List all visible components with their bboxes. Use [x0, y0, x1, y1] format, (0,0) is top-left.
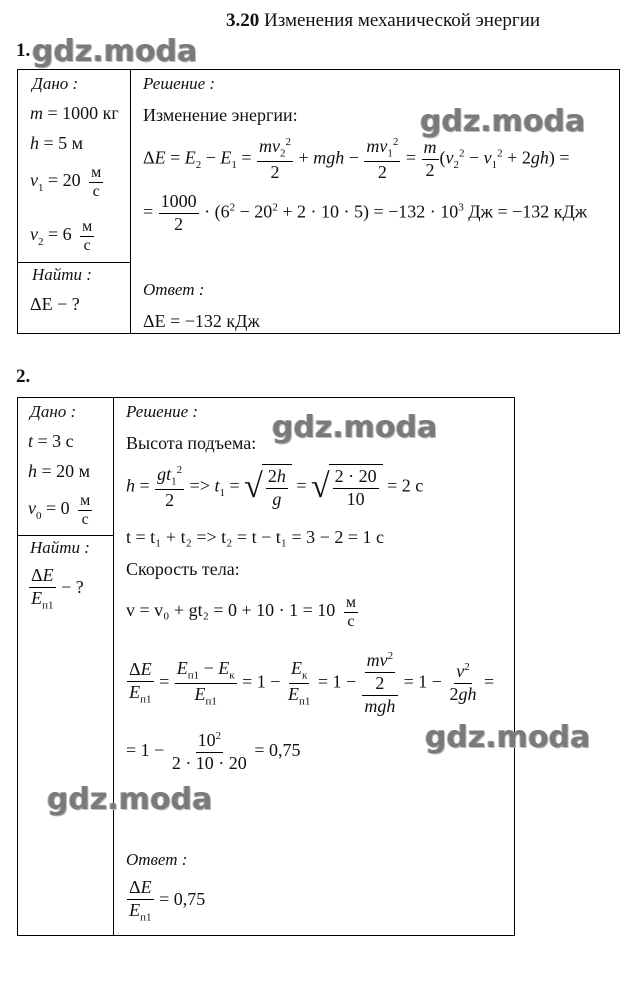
section-title: 3.20 Изменения механической энергии — [226, 10, 541, 31]
given-label: Дано : — [30, 402, 77, 421]
given-height: h = 5 м — [30, 133, 84, 153]
problem-1-given-cell — [18, 70, 131, 263]
given-time: t = 3 с — [28, 431, 74, 451]
answer-label: Ответ : — [143, 280, 205, 299]
solution-label: Решение : — [126, 402, 199, 421]
lift-title: Высота подъема: — [126, 433, 257, 453]
speed-title: Скорость тела: — [126, 559, 240, 579]
final-calc: = 1 − $\frac{10^2}{2 \cdot 10 \cdot 20}$ = 0,75 — [126, 730, 301, 773]
given-v0: $v_0 = 0$ м с — [28, 492, 91, 528]
answer-label: Ответ : — [126, 850, 188, 869]
solution-label: Решение : — [143, 74, 216, 93]
find-label: Найти : — [32, 265, 92, 284]
watermark-problem-2-top: gdz.moda — [272, 410, 438, 445]
watermark-problem-1: gdz.moda — [420, 104, 586, 139]
problem-2-answer: $\frac{\Delta E}{E_{п1}}$ = 0,75 — [129, 877, 206, 924]
given-height: h = 20 м — [28, 461, 91, 481]
energy-change-calc: = $\frac{1000}{2}$ · $(6^2 - 20^2 + 2 \cdot 10 \cdot 5) = -132 \cdot 10^3$ Дж = −132 кДж — [143, 191, 588, 234]
problem-2-find-cell — [18, 536, 114, 936]
watermark-problem-2-left: gdz.moda — [47, 782, 213, 817]
watermark-top-left: gdz.moda — [32, 34, 198, 69]
time-line: t = t₁ + t₂ => t₂ = t − t₁ = 3 − 2 = 1 с — [126, 527, 384, 547]
height-time-formula: h = $\frac{gt_1^2}{2}$ => $t_1$ = √ $\frac{2h}{g}$ = √ $\frac{2 \cdot 20}{10}$ = 2 с — [126, 464, 424, 510]
problem-2-find: $\frac{\Delta E}{E_{п1}}$ − ? — [31, 565, 84, 612]
problem-1-find: ΔE − ? — [30, 294, 80, 314]
given-mass: m = 1000 кг — [30, 103, 119, 123]
speed-formula: v = v₀ + gt₂ = 0 + 10 · 1 = 10 м с — [126, 594, 356, 630]
problem-2-solution-cell — [114, 398, 515, 936]
energy-change-formula: $\Delta E = E_2 - E_1$ = $\frac{mv_2^2}{2}$ + mgh − $\frac{mv_1^2}{2}$ = $\frac{m}{2}$ $(v_2^2 - v_1^2 + 2gh)$ = — [143, 136, 570, 182]
problem-2-given-cell — [18, 398, 114, 536]
find-label: Найти : — [30, 538, 90, 557]
problem-1-number: 1. — [16, 40, 31, 61]
given-v2: $v_2 = 6$ м с — [30, 218, 93, 254]
solution-title: Изменение энергии: — [143, 105, 298, 125]
problem-1-find-cell — [18, 263, 131, 334]
problem-2-table — [17, 397, 515, 936]
given-v1: $v_1 = 20$ м с — [30, 164, 102, 200]
given-label: Дано : — [32, 74, 79, 93]
problem-2-number: 2. — [16, 366, 31, 387]
problem-1-answer: ΔE = −132 кДж — [143, 311, 260, 331]
energy-ratio-formula: $\frac{\Delta E}{E_{п1}}$ = $\frac{E_{п1} - E_к}{E_{п1}}$ = 1 − $\frac{E_к}{E_{п1}}$ = 1 − $\frac{\frac{mv^2}{2}}{\text{mgh}}$ = 1 − $\frac{v^2}{2gh}$ = — [129, 650, 495, 716]
watermark-problem-2-right: gdz.moda — [425, 720, 591, 755]
